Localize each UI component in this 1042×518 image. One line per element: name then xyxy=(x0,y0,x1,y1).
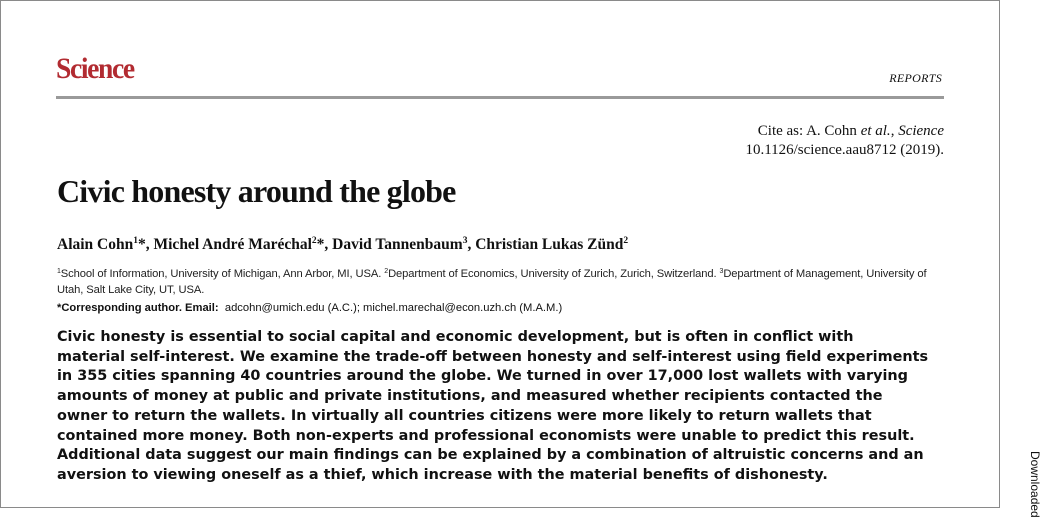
affiliation-mark: 2 xyxy=(384,268,389,275)
abstract-line: Civic honesty is essential to social capital and economic development, but is often in conflict with xyxy=(57,329,854,345)
abstract-line: aversion to viewing oneself as a thief, which increase with the material benefits of dishonesty. xyxy=(57,466,828,483)
citation-sep: , xyxy=(890,123,899,139)
author-affiliation-mark: 1 xyxy=(133,236,138,246)
author-affiliation-mark: 3 xyxy=(462,236,468,246)
abstract-line: Additional data suggest our main findings can be explained by a combination of altruistic concerns and an xyxy=(57,447,924,464)
abstract xyxy=(57,328,947,486)
author-name[interactable]: Alain Cohn xyxy=(57,236,134,253)
citation-journal: Science xyxy=(898,123,944,139)
article-title: Civic honesty around the globe xyxy=(57,173,456,209)
corresponding-author xyxy=(57,303,562,314)
corresponding-emails[interactable]: adcohn@umich.edu (A.C.); michel.marechal@econ.uzh.ch (M.A.M.) xyxy=(224,302,563,314)
author-name[interactable]: Michel André Maréchal xyxy=(153,236,312,253)
author-affiliation-mark: 2 xyxy=(623,236,629,246)
abstract-line: material self-interest. We examine the trade-off between honesty and self-interest using field experiments xyxy=(57,348,929,365)
citation-doi[interactable]: 10.1126/science.aau8712 (2019). xyxy=(745,142,944,158)
abstract-line: contained more money. Both non-experts and professional economists were unable to predict this result. xyxy=(57,427,915,444)
header-divider xyxy=(56,96,944,99)
section-label: REPORTS xyxy=(889,71,942,85)
citation-block xyxy=(745,122,944,160)
author-name[interactable]: Christian Lukas Zünd xyxy=(475,236,624,253)
corresponding-star: * xyxy=(316,236,325,253)
author-separator: , xyxy=(467,236,476,253)
affiliation-mark: 1 xyxy=(57,268,61,275)
abstract-line: owner to return the wallets. In virtually all countries citizens were more likely to return wallets that xyxy=(57,407,872,424)
citation-prefix: Cite as: A. Cohn xyxy=(757,123,861,139)
citation-line-1 xyxy=(745,122,944,141)
citation-etal: et al. xyxy=(860,123,891,139)
author-list xyxy=(57,237,628,253)
abstract-line: amounts of money at public and private institutions, and measured whether recipients contacted the xyxy=(57,388,883,405)
affiliation-text: School of Information, University of Michigan, Ann Arbor, MI, USA. xyxy=(60,268,385,280)
corresponding-star: * xyxy=(138,236,146,253)
affiliations xyxy=(57,266,937,298)
author-affiliation-mark: 2 xyxy=(311,236,317,246)
side-download-label: Downloaded xyxy=(1028,451,1042,518)
affiliation-text: Department of Management, University of Utah, Salt Lake City, UT, USA. xyxy=(57,268,927,296)
author-separator: , xyxy=(324,236,333,253)
affiliation-mark: 3 xyxy=(719,268,724,275)
author-separator: , xyxy=(145,236,154,253)
corresponding-label: *Corresponding author. Email: xyxy=(57,302,219,314)
affiliation-text: Department of Economics, University of Zurich, Zurich, Switzerland. xyxy=(388,268,720,280)
author-name[interactable]: David Tannenbaum xyxy=(332,236,463,253)
abstract-line: in 355 cities spanning 40 countries around the globe. We turned in over 17,000 lost wallets with varying xyxy=(57,368,908,385)
journal-logo[interactable]: Science xyxy=(56,52,134,85)
